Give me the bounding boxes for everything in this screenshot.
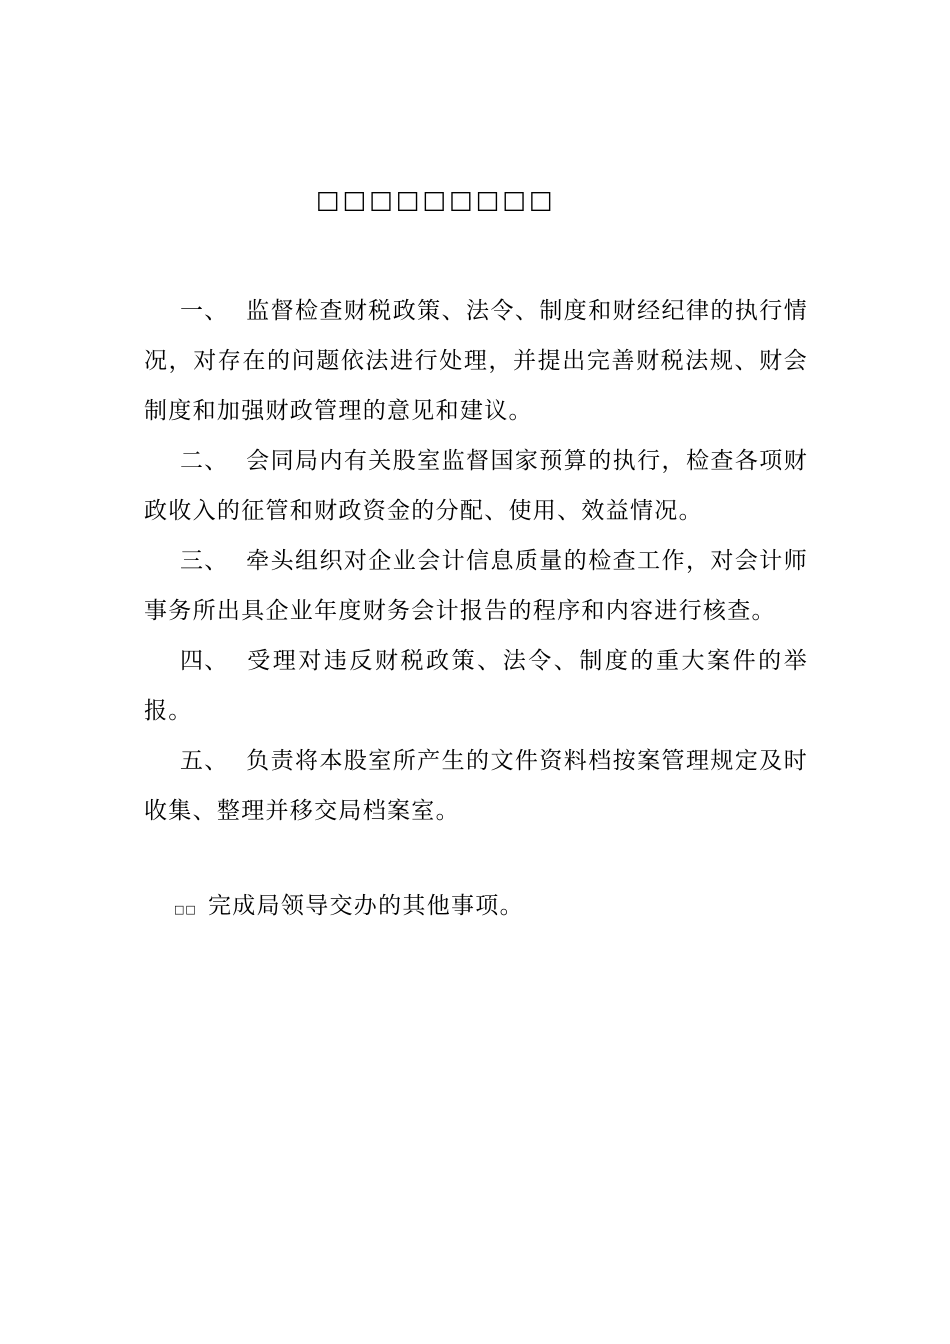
list-item xyxy=(144,536,808,636)
list-item-last xyxy=(174,881,524,935)
item-number: 一、 xyxy=(180,298,229,324)
document-body xyxy=(144,286,808,836)
list-item xyxy=(144,436,808,536)
item-text: 负责将本股室所产生的文件资料档按案管理规定及时收集、整理并移交局档案室。 xyxy=(144,748,808,824)
item-text: 完成局领导交办的其他事项。 xyxy=(208,893,524,919)
list-item xyxy=(144,286,808,436)
item-text: 受理对违反财税政策、法令、制度的重大案件的举报。 xyxy=(144,648,808,724)
item-number: 二、 xyxy=(180,448,229,474)
item-text: 监督检查财税政策、法令、制度和财经纪律的执行情况，对存在的问题依法进行处理，并提出完善财税法规、财会制度和加强财政管理的意见和建议。 xyxy=(144,298,808,424)
list-item xyxy=(144,736,808,836)
list-item xyxy=(144,636,808,736)
item-number: □□ xyxy=(174,903,197,916)
item-number: 五、 xyxy=(180,748,229,774)
item-text: 牵头组织对企业会计信息质量的检查工作，对会计师事务所出具企业年度财务会计报告的程序和内容进行核查。 xyxy=(144,548,808,624)
document-title: □□□□□□□□□ xyxy=(316,185,556,214)
item-number: 三、 xyxy=(180,548,229,574)
item-number: 四、 xyxy=(180,648,229,674)
item-text: 会同局内有关股室监督国家预算的执行，检查各项财政收入的征管和财政资金的分配、使用、效益情况。 xyxy=(144,448,808,524)
